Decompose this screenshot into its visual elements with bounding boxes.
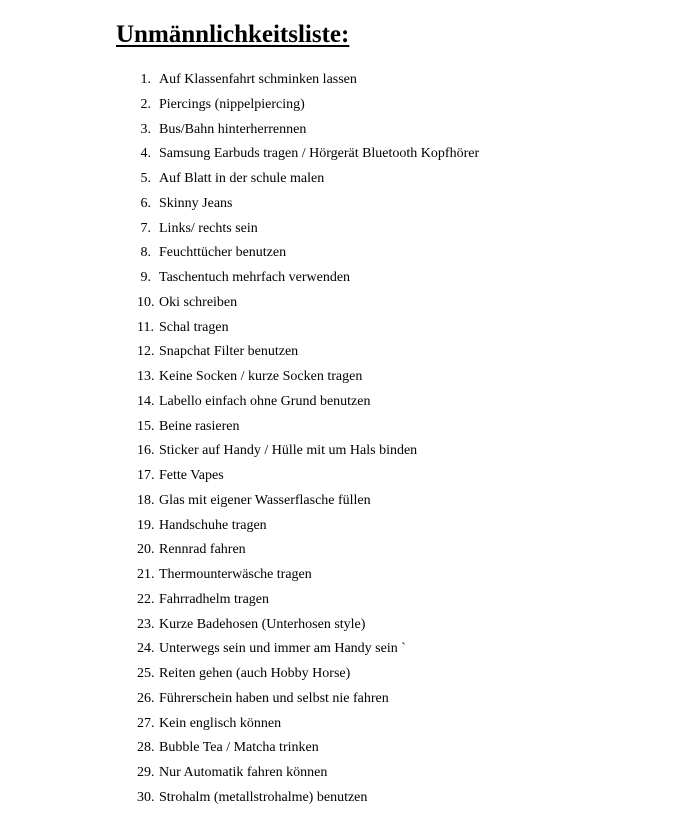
list-item-text: Unterwegs sein und immer am Handy sein ` xyxy=(159,641,406,657)
list-item-number: 8. xyxy=(140,245,151,261)
list-item-text: Handschuhe tragen xyxy=(159,517,267,533)
list-item-number: 25. xyxy=(137,666,155,681)
page-title: Unmännlichkeitsliste: xyxy=(116,21,350,48)
list-item-text: Auf Blatt in der schule malen xyxy=(159,171,325,186)
list-item-number: 22. xyxy=(137,591,155,607)
list-item-text: Schal tragen xyxy=(159,319,229,335)
list-item-text: Oki schreiben xyxy=(159,294,238,310)
list-item-text: Fette Vapes xyxy=(159,468,224,483)
list-item-number: 14. xyxy=(137,393,155,409)
list-item-number: 17. xyxy=(137,468,155,483)
list-item-text: Piercings (nippelpiercing) xyxy=(159,96,305,112)
list-item-number: 11. xyxy=(137,319,154,335)
list-item-text: Bus/Bahn hinterherrennen xyxy=(159,121,307,137)
list-item-number: 9. xyxy=(140,270,151,285)
list-item-number: 3. xyxy=(140,121,151,137)
list-item-text: Thermounterwäsche tragen xyxy=(159,567,312,582)
list-item-number: 30. xyxy=(137,789,155,805)
list-item-number: 4. xyxy=(140,146,151,162)
list-item-number: 28. xyxy=(137,740,155,756)
list-item-text: Bubble Tea / Matcha trinken xyxy=(159,740,319,756)
list-item-number: 26. xyxy=(137,690,155,706)
list-item-number: 24. xyxy=(137,641,155,657)
list-item-text: Labello einfach ohne Grund benutzen xyxy=(159,393,371,409)
list-item-number: 2. xyxy=(140,96,151,112)
list-item-text: Auf Klassenfahrt schminken lassen xyxy=(159,72,357,87)
list-item-number: 16. xyxy=(137,443,155,459)
list-item-text: Nur Automatik fahren können xyxy=(159,765,328,780)
list-item-text: Reiten gehen (auch Hobby Horse) xyxy=(159,666,351,681)
list-item-text: Samsung Earbuds tragen / Hörgerät Bluetooth Kopfhörer xyxy=(159,146,480,162)
list-item-text: Rennrad fahren xyxy=(159,542,246,558)
list-item-text: Kurze Badehosen (Unterhosen style) xyxy=(159,616,366,632)
list-item-number: 18. xyxy=(137,492,155,508)
list-item-number: 1. xyxy=(140,72,151,87)
list-item-text: Glas mit eigener Wasserflasche füllen xyxy=(159,492,371,508)
list-item-number: 10. xyxy=(137,294,155,310)
list-item-text: Führerschein haben und selbst nie fahren xyxy=(159,690,389,706)
list-item-number: 23. xyxy=(137,616,155,632)
list-item-text: Feuchttücher benutzen xyxy=(159,245,287,261)
list-item-number: 19. xyxy=(137,517,155,533)
list-item-number: 20. xyxy=(137,542,155,558)
list-item-text: Sticker auf Handy / Hülle mit um Hals binden xyxy=(159,443,418,459)
list-item-number: 12. xyxy=(137,344,155,360)
list-item-text: Fahrradhelm tragen xyxy=(159,591,270,607)
list-item-text: Kein englisch können xyxy=(159,715,282,731)
list-item-number: 6. xyxy=(140,195,151,211)
list-item-number: 5. xyxy=(140,171,151,186)
list-item-number: 29. xyxy=(137,765,155,780)
list-item-number: 21. xyxy=(137,567,155,582)
list-item-number: 27. xyxy=(137,715,155,731)
list-item-text: Strohalm (metallstrohalme) benutzen xyxy=(159,789,368,805)
list-item-text: Skinny Jeans xyxy=(159,195,233,211)
list-item-text: Taschentuch mehrfach verwenden xyxy=(159,270,351,285)
list-item-text: Beine rasieren xyxy=(159,418,240,434)
list-item-text: Keine Socken / kurze Socken tragen xyxy=(159,369,363,384)
list-item-number: 15. xyxy=(137,418,155,434)
list-item-text: Snapchat Filter benutzen xyxy=(159,344,299,360)
list-item-number: 7. xyxy=(140,220,151,236)
list-item-text: Links/ rechts sein xyxy=(159,220,258,236)
list-item-number: 13. xyxy=(137,369,155,384)
